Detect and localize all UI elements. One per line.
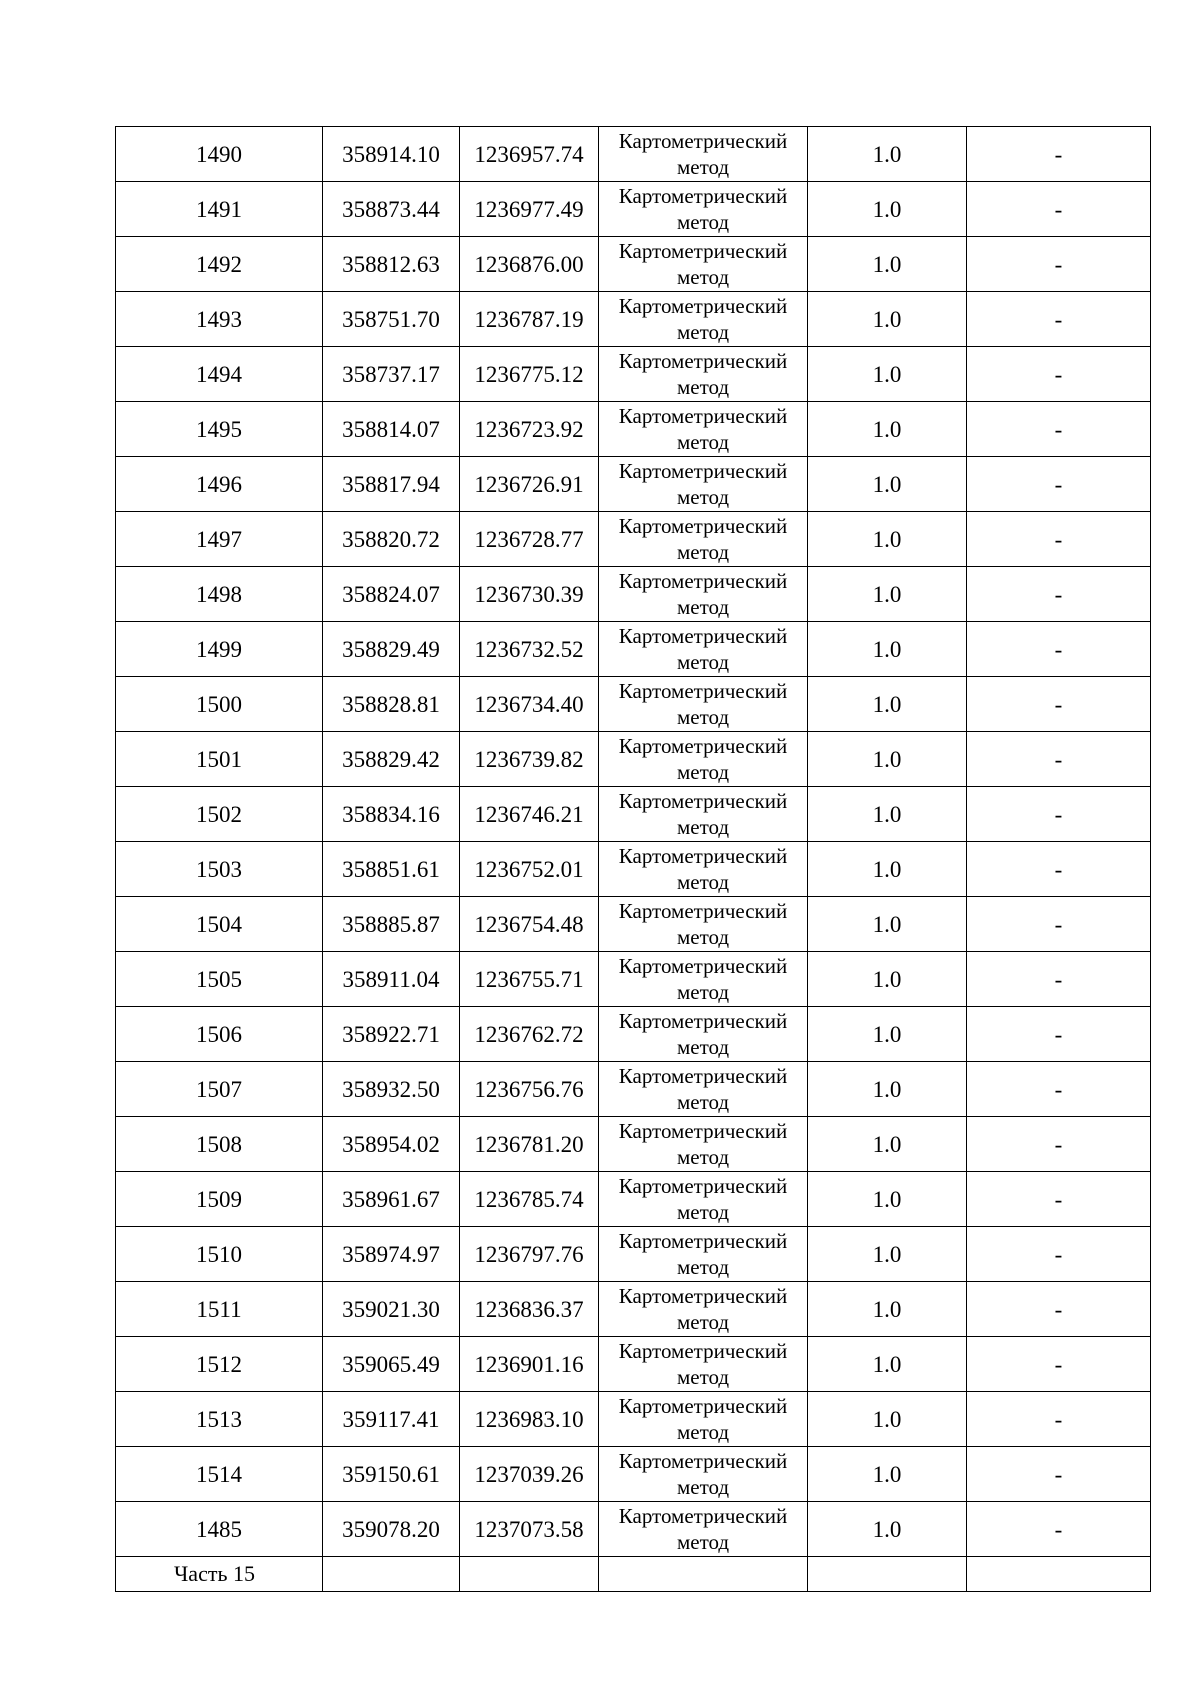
point-number-cell: 1491: [116, 182, 323, 237]
y-coordinate-cell: 1237039.26: [460, 1447, 599, 1502]
x-coordinate-cell: 358829.49: [323, 622, 460, 677]
x-coordinate-cell: 358824.07: [323, 567, 460, 622]
x-coordinate-cell: 358737.17: [323, 347, 460, 402]
accuracy-cell: 1.0: [808, 127, 967, 182]
accuracy-cell: 1.0: [808, 1172, 967, 1227]
x-coordinate-cell: 358829.42: [323, 732, 460, 787]
point-number-cell: 1498: [116, 567, 323, 622]
y-coordinate-cell: 1236901.16: [460, 1337, 599, 1392]
point-number-cell: 1512: [116, 1337, 323, 1392]
method-cell: Картометрический метод: [599, 127, 808, 182]
note-cell: -: [967, 1062, 1151, 1117]
x-coordinate-cell: 358885.87: [323, 897, 460, 952]
point-number-cell: 1499: [116, 622, 323, 677]
note-cell: -: [967, 512, 1151, 567]
table-row: [116, 457, 1151, 512]
point-number-cell: 1485: [116, 1502, 323, 1557]
y-coordinate-cell: 1236752.01: [460, 842, 599, 897]
note-cell: -: [967, 127, 1151, 182]
y-coordinate-cell: 1236983.10: [460, 1392, 599, 1447]
point-number-cell: 1490: [116, 127, 323, 182]
accuracy-cell: 1.0: [808, 1337, 967, 1392]
y-coordinate-cell: 1236775.12: [460, 347, 599, 402]
method-cell: Картометрический метод: [599, 402, 808, 457]
note-cell: -: [967, 677, 1151, 732]
note-cell: -: [967, 1227, 1151, 1282]
method-cell: Картометрический метод: [599, 1282, 808, 1337]
y-coordinate-cell: 1237073.58: [460, 1502, 599, 1557]
note-cell: -: [967, 1392, 1151, 1447]
point-number-cell: 1507: [116, 1062, 323, 1117]
note-cell: -: [967, 1337, 1151, 1392]
note-cell: -: [967, 1447, 1151, 1502]
y-coordinate-cell: 1236732.52: [460, 622, 599, 677]
table-row: [116, 512, 1151, 567]
method-cell: Картометрический метод: [599, 512, 808, 567]
point-number-cell: 1495: [116, 402, 323, 457]
method-cell: Картометрический метод: [599, 622, 808, 677]
method-cell: Картометрический метод: [599, 732, 808, 787]
method-cell: Картометрический метод: [599, 1062, 808, 1117]
table-row: [116, 1392, 1151, 1447]
empty-cell: [808, 1557, 967, 1592]
empty-cell: [460, 1557, 599, 1592]
x-coordinate-cell: 358932.50: [323, 1062, 460, 1117]
accuracy-cell: 1.0: [808, 622, 967, 677]
y-coordinate-cell: 1236785.74: [460, 1172, 599, 1227]
accuracy-cell: 1.0: [808, 347, 967, 402]
accuracy-cell: 1.0: [808, 677, 967, 732]
x-coordinate-cell: 358828.81: [323, 677, 460, 732]
x-coordinate-cell: 358820.72: [323, 512, 460, 567]
x-coordinate-cell: 358751.70: [323, 292, 460, 347]
table-row: [116, 1117, 1151, 1172]
point-number-cell: 1503: [116, 842, 323, 897]
note-cell: -: [967, 457, 1151, 512]
method-cell: Картометрический метод: [599, 1392, 808, 1447]
accuracy-cell: 1.0: [808, 732, 967, 787]
method-cell: Картометрический метод: [599, 677, 808, 732]
y-coordinate-cell: 1236977.49: [460, 182, 599, 237]
method-cell: Картометрический метод: [599, 1337, 808, 1392]
accuracy-cell: 1.0: [808, 897, 967, 952]
method-cell: Картометрический метод: [599, 1117, 808, 1172]
point-number-cell: 1497: [116, 512, 323, 567]
y-coordinate-cell: 1236730.39: [460, 567, 599, 622]
table-body: [116, 127, 1151, 1592]
method-cell: Картометрический метод: [599, 237, 808, 292]
x-coordinate-cell: 358922.71: [323, 1007, 460, 1062]
accuracy-cell: 1.0: [808, 567, 967, 622]
accuracy-cell: 1.0: [808, 1447, 967, 1502]
accuracy-cell: 1.0: [808, 1227, 967, 1282]
x-coordinate-cell: 358954.02: [323, 1117, 460, 1172]
note-cell: -: [967, 842, 1151, 897]
accuracy-cell: 1.0: [808, 1502, 967, 1557]
table-row: [116, 732, 1151, 787]
y-coordinate-cell: 1236876.00: [460, 237, 599, 292]
y-coordinate-cell: 1236957.74: [460, 127, 599, 182]
point-number-cell: 1504: [116, 897, 323, 952]
x-coordinate-cell: 359078.20: [323, 1502, 460, 1557]
table-row: [116, 1007, 1151, 1062]
table-footer-row: [116, 1557, 1151, 1592]
part-label: Часть 15: [116, 1557, 323, 1592]
note-cell: -: [967, 567, 1151, 622]
note-cell: -: [967, 787, 1151, 842]
x-coordinate-cell: 358911.04: [323, 952, 460, 1007]
x-coordinate-cell: 358812.63: [323, 237, 460, 292]
accuracy-cell: 1.0: [808, 952, 967, 1007]
point-number-cell: 1511: [116, 1282, 323, 1337]
table-row: [116, 1282, 1151, 1337]
method-cell: Картометрический метод: [599, 1172, 808, 1227]
point-number-cell: 1501: [116, 732, 323, 787]
table-row: [116, 182, 1151, 237]
x-coordinate-cell: 358814.07: [323, 402, 460, 457]
point-number-cell: 1496: [116, 457, 323, 512]
table-row: [116, 1227, 1151, 1282]
table-row: [116, 292, 1151, 347]
note-cell: -: [967, 952, 1151, 1007]
method-cell: Картометрический метод: [599, 567, 808, 622]
accuracy-cell: 1.0: [808, 237, 967, 292]
empty-cell: [599, 1557, 808, 1592]
table-row: [116, 897, 1151, 952]
accuracy-cell: 1.0: [808, 842, 967, 897]
note-cell: -: [967, 402, 1151, 457]
point-number-cell: 1508: [116, 1117, 323, 1172]
point-number-cell: 1492: [116, 237, 323, 292]
accuracy-cell: 1.0: [808, 457, 967, 512]
point-number-cell: 1509: [116, 1172, 323, 1227]
x-coordinate-cell: 358851.61: [323, 842, 460, 897]
table-row: [116, 127, 1151, 182]
point-number-cell: 1493: [116, 292, 323, 347]
table-row: [116, 1172, 1151, 1227]
point-number-cell: 1505: [116, 952, 323, 1007]
accuracy-cell: 1.0: [808, 787, 967, 842]
method-cell: Картометрический метод: [599, 1502, 808, 1557]
point-number-cell: 1513: [116, 1392, 323, 1447]
table-row: [116, 677, 1151, 732]
accuracy-cell: 1.0: [808, 1282, 967, 1337]
note-cell: -: [967, 1172, 1151, 1227]
table-row: [116, 1502, 1151, 1557]
accuracy-cell: 1.0: [808, 292, 967, 347]
y-coordinate-cell: 1236787.19: [460, 292, 599, 347]
x-coordinate-cell: 358834.16: [323, 787, 460, 842]
y-coordinate-cell: 1236723.92: [460, 402, 599, 457]
table-row: [116, 567, 1151, 622]
table-row: [116, 787, 1151, 842]
empty-cell: [967, 1557, 1151, 1592]
method-cell: Картометрический метод: [599, 292, 808, 347]
table-row: [116, 1062, 1151, 1117]
method-cell: Картометрический метод: [599, 1447, 808, 1502]
note-cell: -: [967, 292, 1151, 347]
method-cell: Картометрический метод: [599, 952, 808, 1007]
table-row: [116, 1337, 1151, 1392]
note-cell: -: [967, 237, 1151, 292]
y-coordinate-cell: 1236734.40: [460, 677, 599, 732]
coordinates-table: [115, 126, 1151, 1592]
y-coordinate-cell: 1236836.37: [460, 1282, 599, 1337]
note-cell: -: [967, 732, 1151, 787]
y-coordinate-cell: 1236755.71: [460, 952, 599, 1007]
point-number-cell: 1506: [116, 1007, 323, 1062]
note-cell: -: [967, 622, 1151, 677]
y-coordinate-cell: 1236756.76: [460, 1062, 599, 1117]
y-coordinate-cell: 1236739.82: [460, 732, 599, 787]
x-coordinate-cell: 358974.97: [323, 1227, 460, 1282]
point-number-cell: 1500: [116, 677, 323, 732]
method-cell: Картометрический метод: [599, 182, 808, 237]
note-cell: -: [967, 1282, 1151, 1337]
method-cell: Картометрический метод: [599, 347, 808, 402]
table-row: [116, 952, 1151, 1007]
y-coordinate-cell: 1236754.48: [460, 897, 599, 952]
x-coordinate-cell: 359150.61: [323, 1447, 460, 1502]
x-coordinate-cell: 358873.44: [323, 182, 460, 237]
table-row: [116, 402, 1151, 457]
note-cell: -: [967, 897, 1151, 952]
y-coordinate-cell: 1236797.76: [460, 1227, 599, 1282]
x-coordinate-cell: 359021.30: [323, 1282, 460, 1337]
note-cell: -: [967, 1117, 1151, 1172]
y-coordinate-cell: 1236781.20: [460, 1117, 599, 1172]
note-cell: -: [967, 182, 1151, 237]
table-row: [116, 347, 1151, 402]
method-cell: Картометрический метод: [599, 1007, 808, 1062]
point-number-cell: 1494: [116, 347, 323, 402]
accuracy-cell: 1.0: [808, 402, 967, 457]
accuracy-cell: 1.0: [808, 512, 967, 567]
table-row: [116, 237, 1151, 292]
method-cell: Картометрический метод: [599, 897, 808, 952]
empty-cell: [323, 1557, 460, 1592]
accuracy-cell: 1.0: [808, 1007, 967, 1062]
x-coordinate-cell: 358961.67: [323, 1172, 460, 1227]
table-row: [116, 622, 1151, 677]
accuracy-cell: 1.0: [808, 1117, 967, 1172]
x-coordinate-cell: 359117.41: [323, 1392, 460, 1447]
method-cell: Картометрический метод: [599, 787, 808, 842]
accuracy-cell: 1.0: [808, 1062, 967, 1117]
x-coordinate-cell: 358817.94: [323, 457, 460, 512]
accuracy-cell: 1.0: [808, 1392, 967, 1447]
point-number-cell: 1502: [116, 787, 323, 842]
table-row: [116, 842, 1151, 897]
y-coordinate-cell: 1236728.77: [460, 512, 599, 567]
y-coordinate-cell: 1236726.91: [460, 457, 599, 512]
point-number-cell: 1510: [116, 1227, 323, 1282]
y-coordinate-cell: 1236746.21: [460, 787, 599, 842]
method-cell: Картометрический метод: [599, 1227, 808, 1282]
note-cell: -: [967, 1007, 1151, 1062]
accuracy-cell: 1.0: [808, 182, 967, 237]
method-cell: Картометрический метод: [599, 457, 808, 512]
y-coordinate-cell: 1236762.72: [460, 1007, 599, 1062]
x-coordinate-cell: 359065.49: [323, 1337, 460, 1392]
note-cell: -: [967, 347, 1151, 402]
point-number-cell: 1514: [116, 1447, 323, 1502]
table-row: [116, 1447, 1151, 1502]
method-cell: Картометрический метод: [599, 842, 808, 897]
x-coordinate-cell: 358914.10: [323, 127, 460, 182]
note-cell: -: [967, 1502, 1151, 1557]
